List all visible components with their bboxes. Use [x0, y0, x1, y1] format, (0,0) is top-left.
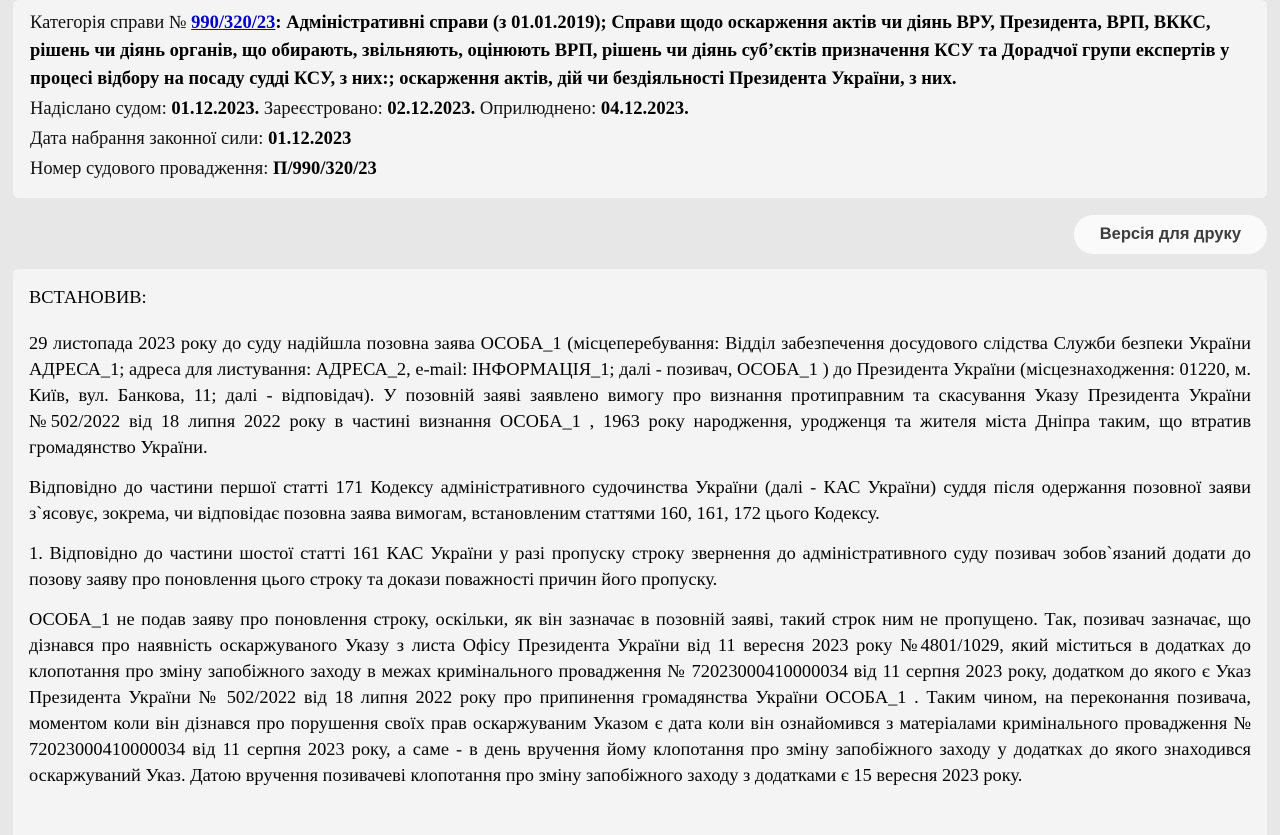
decision-text-panel	[13, 269, 1267, 835]
published-date: 04.12.2023.	[600, 99, 689, 119]
case-number-link[interactable]: 990/320/23	[191, 13, 276, 33]
decision-paragraph: 1. Відповідно до частини шостої статті 161 КАС України у разі пропуску строку звернення до адміністративного суду позивач зобов`язаний додати до позову заяву про поновлення цього строку та докази поважності причин його пропуску.	[29, 543, 1251, 589]
legal-force-line	[30, 125, 1250, 153]
decision-paragraph: ОСОБА_1 не подав заяву про поновлення строку, оскільки, як він зазначає в позовній заяві, такий строк ним не пропущено. Так, позивач зазначає, що дізнався про наявність оскаржуваного Указу з листа Офісу Президента України від 11 вересня 2023 року №4801/1029, який міститься в додатках до клопотання про зміну запобіжного заходу в межах кримінального провадження № 72023000410000034 від 11 серпня 2023 року, додатком до якого є Указ Президента України № 502/2022 від 18 липня 2022 року про припинення громадянства України ОСОБА_1 . Таким чином, на переконання позивача, моментом коли він дізнався про порушення своїх прав оскаржуваним Указом є дата коли він ознайомився з матеріалами кримінального провадження № 72023000410000034 від 11 серпня 2023 року, а саме - в день вручення йому клопотання про зміну запобіжного заходу у додатках до якого знаходився оскаржуваний Указ. Датою вручення позивачеві клопотання про зміну запобіжного заходу з додатками є 15 вересня 2023 року.	[29, 609, 1251, 785]
case-category-line	[30, 9, 1250, 93]
legal-force-date: 01.12.2023	[268, 129, 352, 149]
decision-heading: ВСТАНОВИВ:	[29, 287, 147, 307]
case-meta-panel	[13, 0, 1267, 198]
proceeding-number: П/990/320/23	[272, 159, 377, 179]
print-version-button[interactable]: Версія для друку	[1074, 215, 1267, 254]
case-dates-line	[30, 95, 1250, 123]
registered-date: 02.12.2023.	[387, 99, 476, 119]
legal-force-label: Дата набрання законної сили:	[30, 129, 269, 149]
decision-paragraph: 29 листопада 2023 року до суду надійшла позовна заява ОСОБА_1 (місцеперебування: Відділ забезпечення досудового слідства Служби безпеки України АДРЕСА_1; адреса для листування: АДРЕСА_2, e-mail: ІНФОРМАЦІЯ_1; далі - позивач, ОСОБА_1 ) до Президента України (місцезнаходження: 01220, м. Київ, вул. Банкова, 11; далі - відповідач). У позовній заяві заявлено вимогу про визнання протиправним та скасування Указу Президента України №502/2022 від 18 липня 2022 року в частині визнання ОСОБА_1 , 1963 року народження, уродженця та жителя міста Дніпра таким, що втратив громадянство України.	[29, 333, 1251, 457]
sent-date: 01.12.2023.	[171, 99, 260, 119]
proceeding-label: Номер судового провадження:	[30, 159, 273, 179]
category-description: : Адміністративні справи (з 01.01.2019); Справи щодо оскарження актів чи діянь ВРУ, Президента, ВРП, ВККС, рішень чи діянь органів, що обирають, звільняють, оцінюють ВРП, рішень чи діянь суб’єктів призначення КСУ та Дорадчої групи експертів у процесі відбору на посаду судді КСУ, з них:; оскарження актів, дій чи бездіяльності Президента України, з них.	[30, 13, 1230, 89]
published-label: Оприлюднено:	[475, 99, 601, 119]
category-label: Категорія справи №	[30, 13, 192, 33]
decision-paragraph: Відповідно до частини першої статті 171 Кодексу адміністративного судочинства України (далі - КАС України) суддя після одержання позовної заяви з`ясовує, зокрема, чи відповідає позовна заява вимогам, встановленим статтями 160, 161, 172 цього Кодексу.	[29, 477, 1251, 523]
sent-label: Надіслано судом:	[30, 99, 172, 119]
proceeding-number-line	[30, 155, 1250, 183]
registered-label: Зареєстровано:	[259, 99, 388, 119]
actions-toolbar	[0, 198, 1280, 269]
